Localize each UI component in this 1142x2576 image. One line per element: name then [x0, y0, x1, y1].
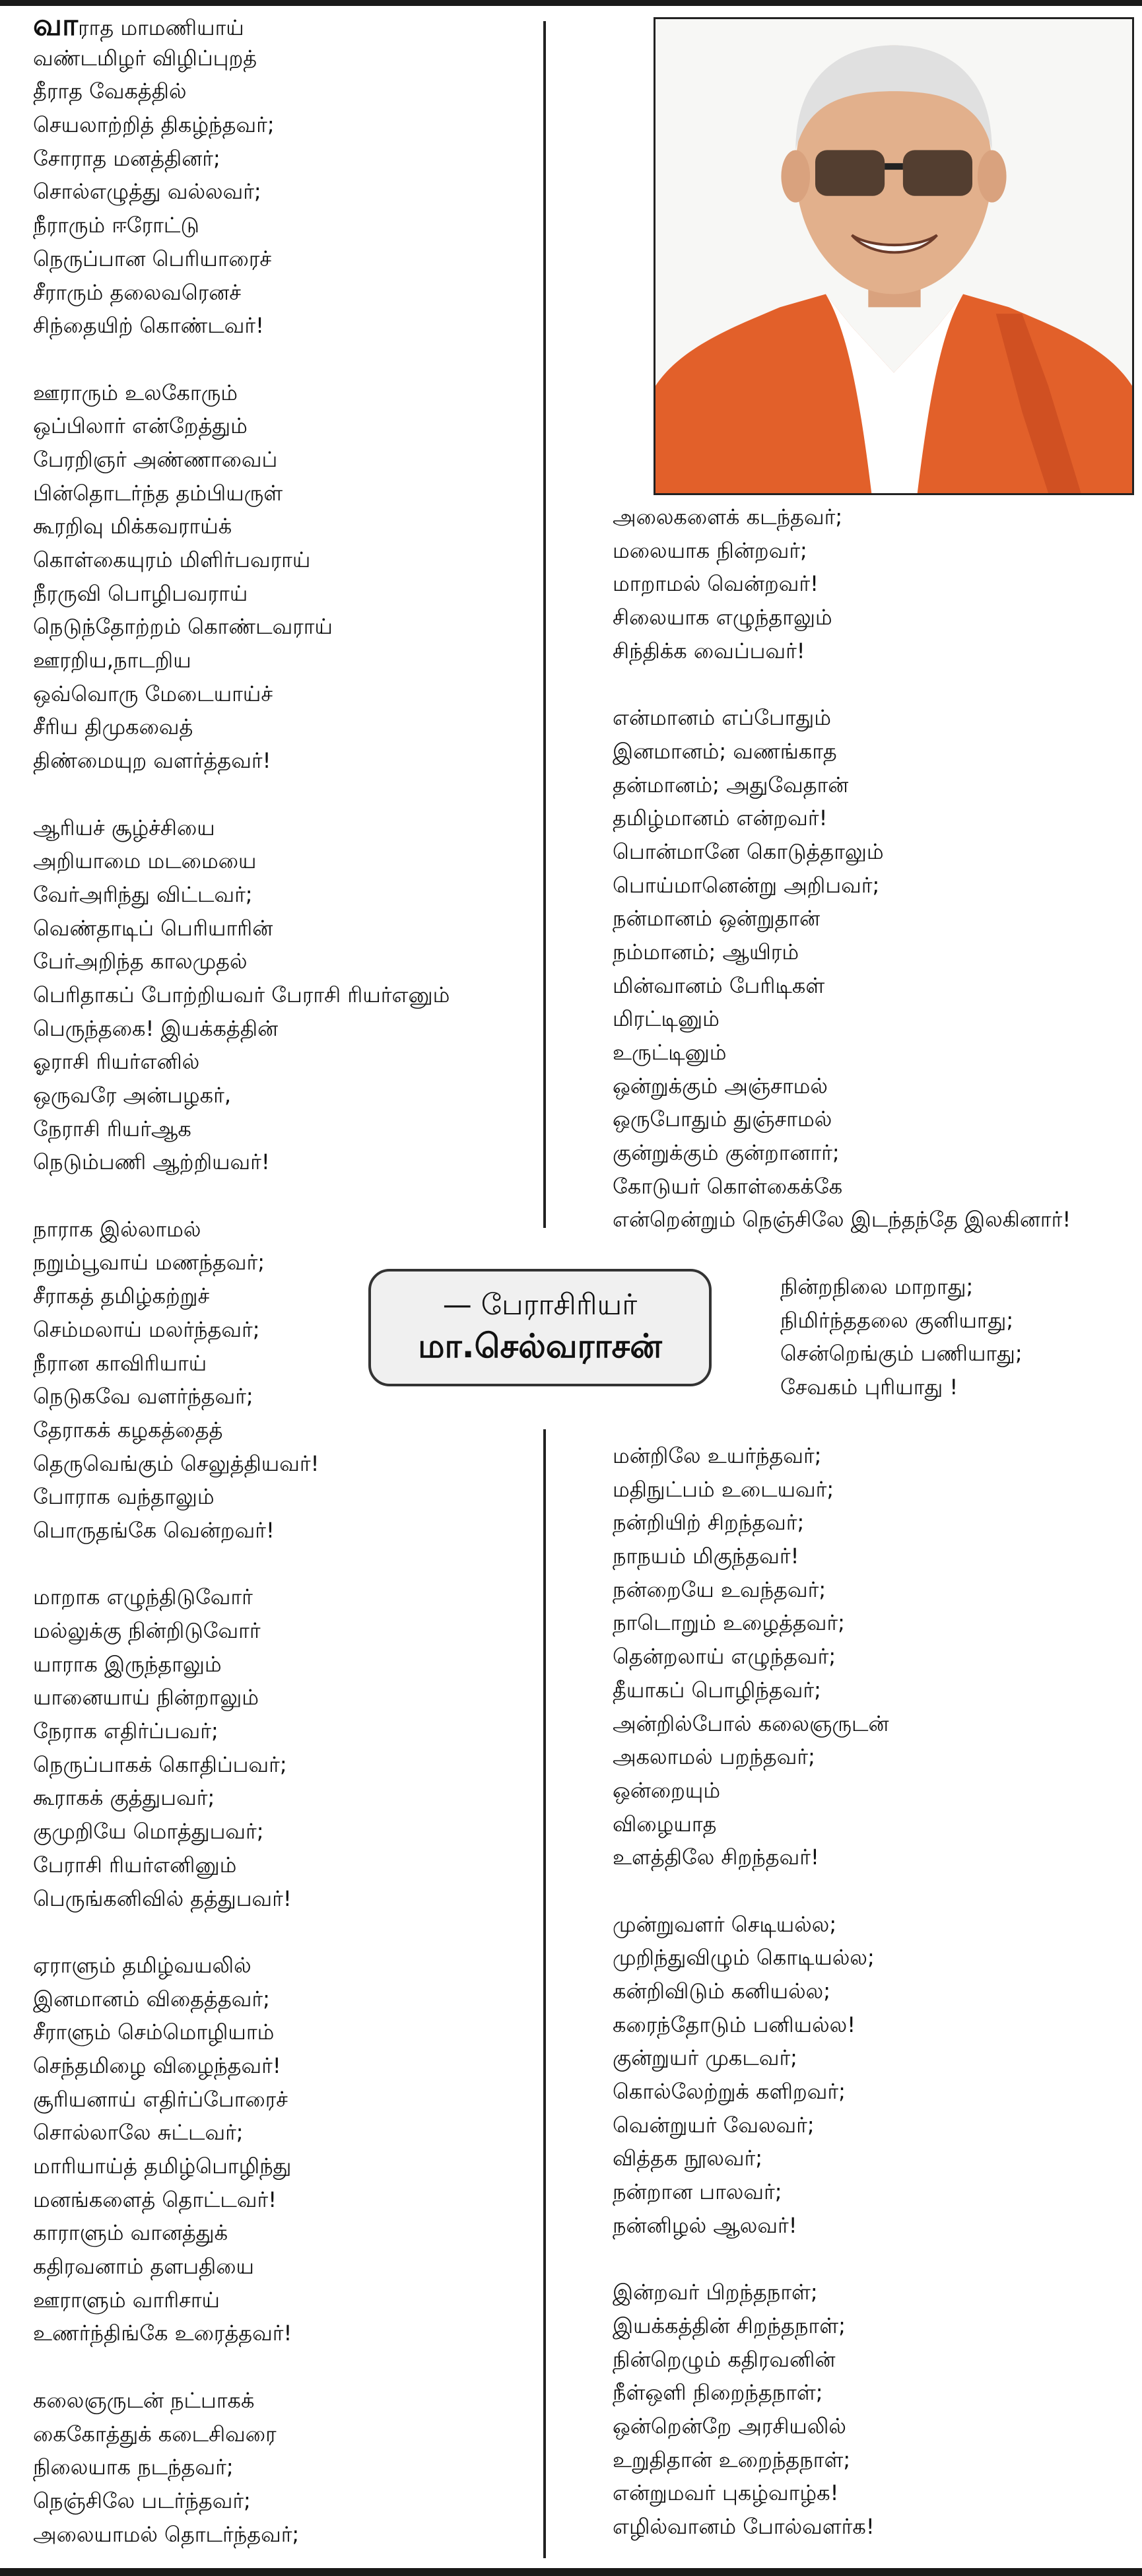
poem-line	[613, 1473, 889, 1507]
poem-line-text: செயலாற்றித் திகழ்ந்தவர்;	[33, 112, 275, 138]
poem-line-text: அலையாமல் தொடர்ந்தவர்;	[33, 2521, 300, 2547]
poem-line	[613, 500, 1071, 534]
poem-right-column-bottom	[613, 1439, 889, 2544]
poem-line-text: தன்மானம்; அதுவேதான்	[613, 772, 849, 797]
poem-line	[613, 1740, 889, 1774]
poem-line-text: ஒருபோதும் துஞ்சாமல்	[613, 1106, 832, 1132]
poem-line-text: நன்றான பாலவர்;	[613, 2179, 782, 2205]
poem-right-column-top	[613, 500, 1071, 1237]
poem-line-text: சீராகத் தமிழ்கற்றுச்	[33, 1283, 210, 1309]
poem-line	[613, 2008, 889, 2042]
poem-line	[613, 2075, 889, 2109]
poem-line	[613, 2410, 889, 2443]
stanza-break	[33, 2350, 450, 2384]
poem-line-text: கொள்கையுரம் மிளிர்பவராய்	[33, 547, 311, 572]
poem-line	[33, 142, 450, 176]
poem-line-text: யாராக இருந்தாலும்	[33, 1651, 222, 1677]
poem-line	[613, 1102, 1071, 1136]
poem-line	[613, 534, 1071, 568]
poem-line	[613, 2443, 889, 2477]
poem-line-text: வேர்அரிந்து விட்டவர்;	[33, 881, 253, 907]
poem-line-text: என்றுமவர் புகழ்வாழ்க!	[613, 2480, 839, 2506]
poem-line-text: நெருப்பாகக் கொதிப்பவர்;	[33, 1751, 287, 1777]
poem-line	[33, 2049, 450, 2083]
poem-line	[33, 443, 450, 477]
poem-line	[33, 710, 450, 744]
poem-line	[613, 1170, 1071, 1203]
poem-line	[613, 935, 1071, 969]
poem-line	[33, 2418, 450, 2451]
poem-line-text: மாறாமல் வென்றவர்!	[613, 571, 819, 597]
poem-line	[613, 2209, 889, 2243]
stanza-break	[33, 778, 450, 811]
poem-line	[613, 1674, 889, 1707]
poem-line-text: நறும்பூவாய் மணந்தவர்;	[33, 1250, 265, 1275]
poem-line	[33, 510, 450, 543]
stanza-break	[613, 1874, 889, 1908]
stanza-break	[33, 343, 450, 376]
poem-line-text: உறுதிதான் உறைந்தநாள்;	[613, 2447, 851, 2472]
poem-line-text: நம்மானம்; ஆயிரம்	[613, 939, 799, 965]
poem-line-text: போராக வந்தாலும்	[33, 1484, 215, 1510]
poem-line	[613, 2309, 889, 2343]
poem-line	[33, 108, 450, 142]
poem-line-text: பெரிதாகப் போற்றியவர் பேராசி ரியர்எனும்	[33, 982, 450, 1007]
poem-line	[613, 2175, 889, 2209]
poem-line-text: உளத்திலே சிறந்தவர்!	[613, 1845, 819, 1870]
poem-line	[33, 811, 450, 845]
stanza-break	[33, 1547, 450, 1581]
poem-line	[613, 634, 1071, 668]
poem-line-text: தெருவெங்கும் செலுத்தியவர்!	[33, 1450, 319, 1476]
poem-line-text: நாநயம் மிகுந்தவர்!	[613, 1543, 799, 1569]
poem-line	[33, 276, 450, 310]
poem-line-text: இனமானம்; வணங்காத	[613, 738, 837, 764]
poem-line	[33, 75, 450, 108]
poem-line-text: என்றென்றும் நெஞ்சிலே இடந்தந்தே இலகினார்!	[613, 1207, 1071, 1233]
poem-line-text: இயக்கத்தின் சிறந்தநாள்;	[613, 2313, 846, 2338]
poem-line-text: சிந்தையிற் கொண்டவர்!	[33, 313, 264, 339]
poem-line	[613, 1941, 889, 1975]
author-name: மா.செல்வராசன்	[418, 1327, 662, 1365]
poem-line	[33, 1781, 450, 1815]
poem-line	[33, 2451, 450, 2484]
poem-line	[33, 2317, 450, 2350]
poem-line	[613, 768, 1071, 802]
poem-line-text: திண்மையுற வளர்த்தவர்!	[33, 748, 271, 774]
stanza-break	[33, 1915, 450, 1949]
poem-line-text: தேராகக் கழகத்தைத்	[33, 1417, 223, 1442]
poem-line-text: நின்றநிலை மாறாது;	[780, 1274, 974, 1299]
poem-line-text: வண்டமிழர் விழிப்புறத்	[33, 45, 257, 71]
poem-line-text: கதிரவனாம் தளபதியை	[33, 2254, 254, 2280]
bottom-border	[0, 2568, 1142, 2576]
poem-line-text: அன்றில்போல் கலைஞருடன்	[613, 1711, 889, 1736]
poem-line	[613, 2510, 889, 2544]
poem-line-text: ஆரியச் சூழ்ச்சியை	[33, 815, 215, 840]
poem-line-text: சிந்திக்க வைப்பவர்!	[613, 638, 805, 663]
poem-line-text: கூராகக் குத்துபவர்;	[33, 1785, 215, 1811]
poem-line-text: நேராசி ரியர்ஆக	[33, 1116, 191, 1141]
poem-line	[33, 1045, 450, 1079]
poem-line-text: பின்தொடர்ந்த தம்பியருள்	[33, 480, 283, 506]
poem-line-text: மாறாக எழுந்திடுவோர்	[33, 1584, 253, 1610]
poem-line	[613, 835, 1071, 869]
poem-line-text: சீராளும் செம்மொழியாம்	[33, 2019, 275, 2045]
poem-line	[613, 1573, 889, 1607]
poem-line-text: கைகோத்துக் கடைசிவரை	[33, 2421, 277, 2447]
poem-line	[613, 969, 1071, 1003]
poem-line	[33, 1145, 450, 1179]
poem-line	[33, 477, 450, 510]
poem-line	[613, 567, 1071, 601]
poem-line-text: சொல்லாலே சுட்டவர்;	[33, 2120, 244, 2146]
poem-line	[33, 1748, 450, 1782]
poem-line-text: விழையாத	[613, 1811, 717, 1837]
poem-line-text: வெண்தாடிப் பெரியாரின்	[33, 915, 273, 941]
poem-line	[33, 1949, 450, 1983]
poem-line-text: கொல்லேற்றுக் களிறவர்;	[613, 2079, 846, 2105]
poem-line	[33, 677, 450, 711]
poem-line	[780, 1304, 1023, 1338]
poem-line	[613, 2376, 889, 2410]
poem-line	[33, 1213, 450, 1246]
poem-line-text: அறியாமை மடமையை	[33, 848, 257, 874]
poem-line-text: நெடுந்தோற்றம் கொண்டவராய்	[33, 614, 333, 640]
portrait-photo	[654, 17, 1134, 495]
poem-line	[613, 2343, 889, 2377]
poem-line-text: மலையாக நின்றவர்;	[613, 537, 807, 563]
poem-line-text: மிரட்டினும்	[613, 1006, 720, 1032]
poem-line	[33, 744, 450, 778]
poem-line-text: சூரியனாய் எதிர்ப்போரைச்	[33, 2086, 288, 2112]
poem-line	[613, 1774, 889, 1808]
portrait-illustration	[655, 19, 1132, 493]
poem-line-text: குமுறியே மொத்துபவர்;	[33, 1819, 264, 1845]
poem-line-text: நீள்ஒளி நிறைந்தநாள்;	[613, 2380, 823, 2406]
top-border	[0, 0, 1142, 6]
stanza-break	[33, 1179, 450, 1213]
poem-line	[613, 735, 1071, 768]
poem-line-text: நன்னிழல் ஆலவர்!	[613, 2212, 797, 2238]
poem-line-text: நெடும்பணி ஆற்றியவர்!	[33, 1149, 270, 1175]
poem-line-text: மாரியாய்த் தமிழ்பொழிந்து	[33, 2153, 292, 2179]
poem-line-text: ஒவ்வொரு மேடையாய்ச்	[33, 681, 273, 706]
poem-line-text: ஒப்பிலார் என்றேத்தும்	[33, 413, 248, 439]
poem-line-text: செந்தமிழை விழைந்தவர்!	[33, 2052, 281, 2078]
poem-line	[613, 1036, 1071, 1069]
poem-line-text: சென்றெங்கும் பணியாது;	[780, 1341, 1023, 1367]
poem-line	[613, 1640, 889, 1674]
poem-line-text: உணர்ந்திங்கே உரைத்தவர்!	[33, 2321, 292, 2346]
poem-line	[33, 1413, 450, 1447]
column-divider-bottom	[543, 1429, 546, 2558]
poem-line-text: மனங்களைத் தொட்டவர்!	[33, 2186, 277, 2212]
poem-line	[613, 902, 1071, 935]
poem-line	[613, 2276, 889, 2309]
poem-line	[613, 2142, 889, 2175]
poem-line	[613, 601, 1071, 634]
poem-line	[33, 2250, 450, 2284]
poem-line	[33, 2518, 450, 2552]
poem-line-text: தமிழ்மானம் என்றவர்!	[613, 805, 828, 831]
poem-line-text: சீராரும் தலைவரெனச்	[33, 279, 242, 305]
poem-line	[33, 1112, 450, 1146]
poem-line	[33, 577, 450, 611]
poem-line	[33, 1079, 450, 1112]
poem-line	[33, 1580, 450, 1614]
poem-line-text: கோடுயர் கொள்கைக்கே	[613, 1173, 843, 1199]
poem-line	[33, 242, 450, 276]
poem-line	[613, 1540, 889, 1573]
poem-line-text: பெருங்கனிவில் தத்துபவர்!	[33, 1885, 292, 1911]
poem-line-text: யானையாய் நின்றாலும்	[33, 1685, 259, 1711]
poem-line-text: வித்தக நூலவர்;	[613, 2146, 763, 2171]
poem-line-text: பேரறிஞர் அண்ணாவைப்	[33, 446, 278, 472]
stanza-break	[613, 667, 1071, 701]
poem-line	[33, 1480, 450, 1514]
poem-line-text: நாடொறும் உழைத்தவர்;	[613, 1610, 845, 1636]
poem-line	[33, 912, 450, 945]
poem-line-text: நின்றெழும் கதிரவனின்	[613, 2346, 836, 2372]
poem-right-column-middle	[780, 1270, 1023, 1404]
poem-line-text: உருட்டினும்	[613, 1040, 727, 1065]
poem-line	[33, 2183, 450, 2217]
author-role: — பேராசிரியர்	[442, 1288, 638, 1322]
poem-line-text: தீயாகப் பொழிந்தவர்;	[613, 1677, 821, 1703]
poem-line	[33, 1815, 450, 1848]
poem-line-text: பொய்மானென்று அறிபவர்;	[613, 872, 880, 898]
poem-line	[613, 2476, 889, 2510]
poem-line	[33, 175, 450, 209]
poem-line	[613, 801, 1071, 835]
poem-line-text: நெடுகவே வளர்ந்தவர்;	[33, 1384, 253, 1409]
poem-line-text: நெஞ்சிலே படர்ந்தவர்;	[33, 2488, 251, 2513]
poem-line	[33, 1012, 450, 1046]
poem-line-text: நெருப்பான பெரியாரைச்	[33, 246, 272, 271]
poem-line-text: ஒன்றென்றே அரசியலில்	[613, 2413, 846, 2439]
poem-line	[33, 878, 450, 912]
poem-line-text: மன்றிலே உயர்ந்தவர்;	[613, 1443, 822, 1468]
poem-line-text: சிலையாக எழுந்தாலும்	[613, 605, 832, 630]
poem-line-text: ஊராரும் உலகோரும்	[33, 380, 238, 405]
poem-line	[33, 209, 450, 242]
poem-line	[33, 2150, 450, 2183]
poem-line-text: முன்றுவளர் செடியல்ல;	[613, 1911, 837, 1937]
poem-line	[33, 2083, 450, 2117]
poem-line	[613, 2109, 889, 2142]
poem-line-text: பொருதங்கே வென்றவர்!	[33, 1517, 275, 1543]
poem-line-text: குன்றுக்கும் குன்றானார்;	[613, 1140, 840, 1166]
poem-line	[780, 1371, 1023, 1404]
poem-line-text: அலைகளைக் கடந்தவர்;	[613, 504, 843, 529]
poem-line-text: ஊரறிய,நாடறிய	[33, 648, 191, 673]
poem-line-text: பொன்மானே கொடுத்தாலும்	[613, 838, 884, 864]
poem-line-text: ஒருவரே அன்பழகர்,	[33, 1083, 232, 1108]
poem-line	[613, 869, 1071, 902]
poem-line	[33, 2284, 450, 2317]
poem-line	[33, 376, 450, 410]
poem-line-text: கன்றிவிடும் கனியல்ல;	[613, 1979, 831, 2004]
poem-line-text: அகலாமல் பறந்தவர்;	[613, 1744, 815, 1770]
poem-line	[33, 42, 450, 75]
poem-line	[613, 1808, 889, 1841]
poem-line-text: பேராசி ரியர்எனினும்	[33, 1852, 237, 1878]
poem-line	[33, 1514, 450, 1547]
poem-line	[33, 844, 450, 878]
poem-line	[33, 610, 450, 644]
poem-line-text: மதிநுட்பம் உடையவர்;	[613, 1476, 834, 1502]
poem-line	[33, 1614, 450, 1648]
poem-line	[33, 409, 450, 443]
poem-line	[33, 945, 450, 978]
poem-line	[33, 644, 450, 677]
poem-line	[613, 1707, 889, 1741]
poem-line	[33, 1882, 450, 1916]
stanza-break	[613, 2243, 889, 2276]
poem-line-text: சோராத மனத்தினர்;	[33, 145, 220, 171]
poem-line-text: தீராத வேகத்தில்	[33, 79, 187, 104]
poem-line	[613, 1203, 1071, 1237]
poem-line	[780, 1270, 1023, 1304]
poem-line-text: நன்மானம் ஒன்றுதான்	[613, 906, 821, 932]
poem-line	[33, 2484, 450, 2518]
poem-line-text: ஊராளும் வாரிசாய்	[33, 2287, 220, 2313]
poem-line	[613, 1506, 889, 1540]
poem-line	[33, 1714, 450, 1748]
poem-line	[33, 309, 450, 343]
poem-line	[613, 1908, 889, 1942]
poem-line-text: வென்றுயர் வேலவர்;	[613, 2112, 815, 2138]
poem-line-text: முறிந்துவிழும் கொடியல்ல;	[613, 1945, 875, 1971]
poem-line-text: நிமிர்ந்ததலை குனியாது;	[780, 1307, 1014, 1333]
poem-line	[33, 1848, 450, 1882]
poem-line-text: இனமானம் விதைத்தவர்;	[33, 1986, 270, 2012]
poem-line	[613, 1136, 1071, 1170]
poem-line	[33, 2216, 450, 2250]
poem-line	[613, 1975, 889, 2008]
poem-line	[33, 543, 450, 577]
poem-line-text: சொல்எழுத்து வல்லவர்;	[33, 179, 261, 205]
poem-line-text: மின்வானம் பேரிடிகள்	[613, 972, 825, 998]
poem-line-text: நீரான காவிரியாய்	[33, 1350, 207, 1376]
poem-line	[33, 978, 450, 1012]
poem-line-text: கரைந்தோடும் பனியல்ல!	[613, 2012, 856, 2037]
poem-line-text: ஒன்றையும்	[613, 1777, 721, 1803]
poem-line	[33, 2384, 450, 2418]
poem-line	[613, 1606, 889, 1640]
poem-line	[613, 1841, 889, 1874]
poem-line	[33, 1447, 450, 1481]
drop-cap: வா	[33, 7, 79, 42]
poem-line-text: நாராக இல்லாமல்	[33, 1216, 201, 1242]
poem-line-text: பெருந்தகை! இயக்கத்தின்	[33, 1015, 279, 1041]
poem-line	[33, 2116, 450, 2150]
poem-line	[613, 2041, 889, 2075]
poem-line	[613, 1439, 889, 1473]
poem-line-text: ஓராசி ரியர்எனில்	[33, 1049, 200, 1075]
poem-line-text: ஒன்றுக்கும் அஞ்சாமல்	[613, 1073, 828, 1099]
poem-line	[613, 701, 1071, 735]
poem-line-text: நேராக எதிர்ப்பவர்;	[33, 1718, 218, 1744]
poem-line	[33, 1983, 450, 2016]
poem-line-text: குன்றுயர் முகடவர்;	[613, 2045, 797, 2071]
poem-line	[780, 1337, 1023, 1371]
poem-line	[33, 1648, 450, 1681]
poem-line	[33, 8, 450, 42]
poem-line-text: ராத மாமணியாய்	[78, 15, 244, 40]
poem-line-text: ஏராளும் தமிழ்வயலில்	[33, 1952, 252, 1978]
poem-line-text: சீரிய திமுகவைத்	[33, 714, 193, 740]
poem-line	[33, 1681, 450, 1714]
poem-line-text: கலைஞருடன் நட்பாகக்	[33, 2387, 255, 2413]
poem-line-text: நன்றையே உவந்தவர்;	[613, 1576, 826, 1602]
poem-line-text: நன்றியிற் சிறந்தவர்;	[613, 1510, 805, 1536]
poem-line-text: எழில்வானம் போல்வளர்க!	[613, 2514, 875, 2539]
poem-line-text: மல்லுக்கு நின்றிடுவோர்	[33, 1618, 261, 1643]
column-divider-top	[543, 21, 546, 1228]
poem-line-text: சேவகம் புரியாது !	[780, 1374, 958, 1400]
poem-line-text: நிலையாக நடந்தவர்;	[33, 2455, 234, 2480]
poem-line-text: நீராரும் ஈரோட்டு	[33, 213, 199, 238]
poem-line-text: கூரறிவு மிக்கவராய்க்	[33, 514, 232, 539]
poem-line-text: நீரருவி பொழிபவராய்	[33, 580, 248, 606]
poem-line-text: காராளும் வானத்துக்	[33, 2220, 228, 2246]
poem-line-text: செம்மலாய் மலர்ந்தவர்;	[33, 1316, 260, 1342]
author-box	[368, 1269, 712, 1386]
poem-line	[613, 1002, 1071, 1036]
poem-line	[33, 2016, 450, 2049]
poem-line-text: பேர்அறிந்த காலமுதல்	[33, 949, 248, 974]
poem-line	[613, 1069, 1071, 1103]
poem-line-text: என்மானம் எப்போதும்	[613, 705, 831, 731]
poem-line-text: தென்றலாய் எழுந்தவர்;	[613, 1644, 836, 1670]
poem-line-text: இன்றவர் பிறந்தநாள்;	[613, 2280, 818, 2305]
